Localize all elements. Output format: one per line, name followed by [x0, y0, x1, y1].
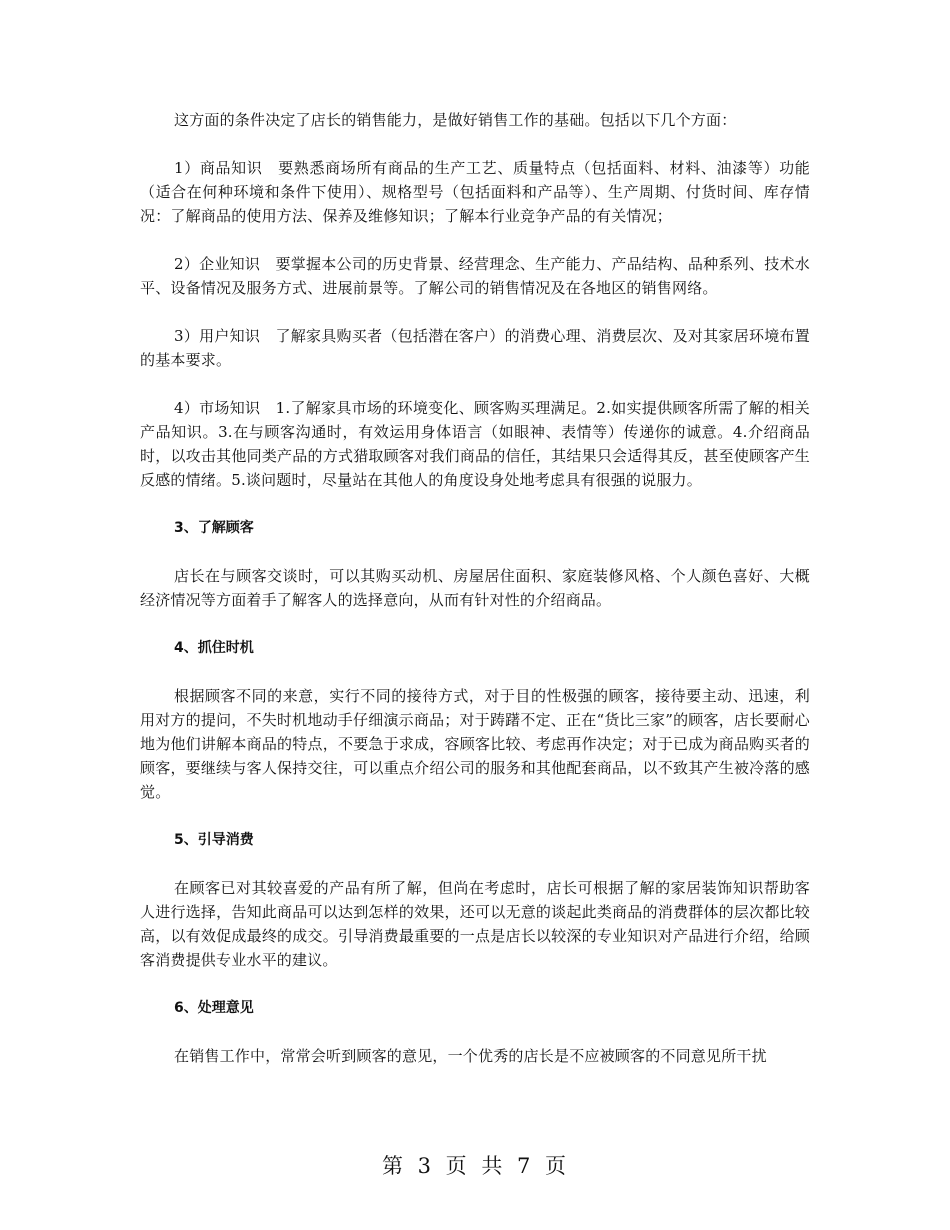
paragraph: 根据顾客不同的来意，实行不同的接待方式，对于目的性极强的顾客，接待要主动、迅速，利用对方的提问，不失时机地动手仔细演示商品；对于踌躇不定、正在“货比三家”的顾客，店长要耐心地为他们讲解本商品的特点，不要急于求成，容顾客比较、考虑再作决定；对于已成为商品购买者的顾客，要继续与客人保持交往，可以重点介绍公司的服务和其他配套商品，以不致其产生被冷落的感觉。 — [140, 687, 810, 801]
document-body — [140, 108, 810, 1092]
paragraph: 4）市场知识 1.了解家具市场的环境变化、顾客购买理满足。2.如实提供顾客所需了解的相关产品知识。3.在与顾客沟通时，有效运用身体语言（如眼神、表情等）传递你的诚意。4.介绍商品时，以攻击其他同类产品的方式猎取顾客对我们商品的信任，其结果只会适得其反，甚至使顾客产生反感的情绪。5.谈问题时，尽量站在其他人的角度设身处地考虑具有很强的说服力。 — [140, 399, 810, 489]
paragraph: 在销售工作中，常常会听到顾客的意见，一个优秀的店长是不应被顾客的不同意见所干扰 — [174, 1047, 767, 1065]
paragraph: 在顾客已对其较喜爱的产品有所了解，但尚在考虑时，店长可根据了解的家居装饰知识帮助客人进行选择，告知此商品可以达到怎样的效果，还可以无意的谈起此类商品的消费群体的层次都比较高，以有效促成最终的成交。引导消费最重要的一点是店长以较深的专业知识对产品进行介绍，给顾客消费提供专业水平的建议。 — [140, 879, 810, 969]
section-heading: 5、引导消费 — [174, 832, 254, 848]
paragraph: 店长在与顾客交谈时，可以其购买动机、房屋居住面积、家庭装修风格、个人颜色喜好、大概经济情况等方面着手了解客人的选择意向，从而有针对性的介绍商品。 — [140, 567, 810, 609]
section-heading: 3、了解顾客 — [174, 520, 254, 536]
page-number-footer: 第 3 页 共 7 页 — [381, 1154, 569, 1178]
paragraph: 3）用户知识 了解家具购买者（包括潜在客户）的消费心理、消费层次、及对其家居环境布置的基本要求。 — [140, 327, 810, 369]
paragraph: 2）企业知识 要掌握本公司的历史背景、经营理念、生产能力、产品结构、品种系列、技术水平、设备情况及服务方式、进展前景等。了解公司的销售情况及在各地区的销售网络。 — [140, 255, 810, 297]
section-heading: 6、处理意见 — [174, 1000, 254, 1016]
paragraph: 这方面的条件决定了店长的销售能力，是做好销售工作的基础。包括以下几个方面： — [174, 111, 737, 129]
paragraph: 1）商品知识 要熟悉商场所有商品的生产工艺、质量特点（包括面料、材料、油漆等）功能（适合在何种环境和条件下使用）、规格型号（包括面料和产品等）、生产周期、付货时间、库存情况：了解商品的使用方法、保养及维修知识；了解本行业竞争产品的有关情况； — [140, 159, 810, 225]
section-heading: 4、抓住时机 — [174, 640, 254, 656]
